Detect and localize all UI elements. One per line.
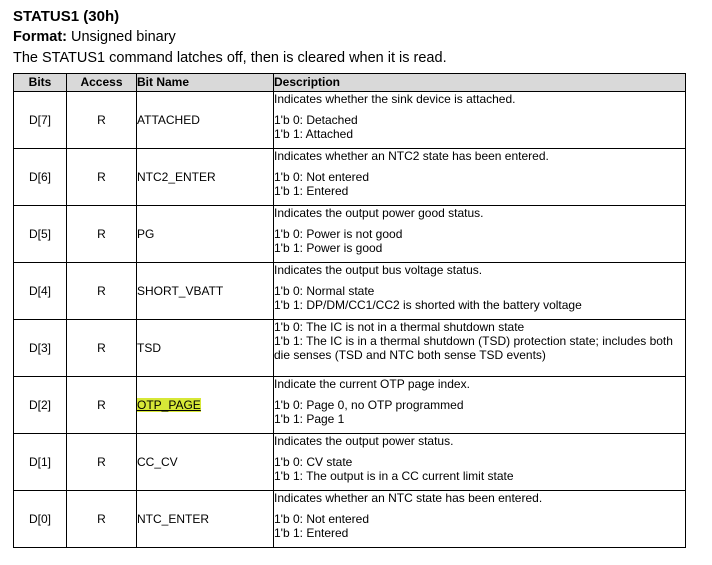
description-value-1: 1'b 1: The IC is in a thermal shutdown (TSD) protection state; includes both die senses (TSD and NTC both sense TSD events) <box>274 334 673 362</box>
description-summary: Indicates whether the sink device is attached. <box>274 92 516 106</box>
highlighted-bit-name: OTP_PAGE <box>137 398 201 412</box>
bits-cell: D[0] <box>14 491 67 548</box>
description-summary: Indicates whether an NTC state has been entered. <box>274 491 543 505</box>
table-row <box>14 92 686 149</box>
description-value-1: 1'b 1: Power is good <box>274 241 383 255</box>
bit-name-cell: TSD <box>137 320 274 377</box>
description-value-1: 1'b 1: Page 1 <box>274 412 345 426</box>
description-summary: Indicates the output bus voltage status. <box>274 263 483 277</box>
bits-cell: D[5] <box>14 206 67 263</box>
register-title: STATUS1 (30h) <box>13 8 120 25</box>
description-value-0: 1'b 0: Not entered <box>274 512 370 526</box>
column-header-description: Description <box>274 74 686 92</box>
description-cell <box>274 434 686 491</box>
format-value: Unsigned binary <box>71 29 176 45</box>
register-table <box>13 73 686 548</box>
description-cell <box>274 92 686 149</box>
bit-name-cell: NTC2_ENTER <box>137 149 274 206</box>
bits-cell: D[7] <box>14 92 67 149</box>
description-value-0: 1'b 0: Page 0, no OTP programmed <box>274 398 464 412</box>
bits-cell: D[4] <box>14 263 67 320</box>
description-cell <box>274 263 686 320</box>
format-line <box>13 27 685 48</box>
table-row <box>14 320 686 377</box>
column-header-access: Access <box>67 74 137 92</box>
bits-cell: D[3] <box>14 320 67 377</box>
table-header-row <box>14 74 686 92</box>
description-value-1: 1'b 1: Entered <box>274 184 349 198</box>
access-cell: R <box>67 263 137 320</box>
description-cell <box>274 491 686 548</box>
description-summary: Indicates the output power good status. <box>274 206 484 220</box>
access-cell: R <box>67 149 137 206</box>
description-summary: Indicates whether an NTC2 state has been entered. <box>274 149 549 163</box>
access-cell: R <box>67 491 137 548</box>
table-row <box>14 149 686 206</box>
table-row <box>14 263 686 320</box>
description-value-1: 1'b 1: Entered <box>274 526 349 540</box>
column-header-bit-name: Bit Name <box>137 74 274 92</box>
description-cell <box>274 206 686 263</box>
bit-name-cell: NTC_ENTER <box>137 491 274 548</box>
bit-name-cell <box>137 377 274 434</box>
description-cell <box>274 320 686 377</box>
format-label: Format: <box>13 29 67 45</box>
access-cell: R <box>67 377 137 434</box>
description-value-0: 1'b 0: Normal state <box>274 284 375 298</box>
description-value-0: 1'b 0: Power is not good <box>274 227 403 241</box>
bit-name-cell: SHORT_VBATT <box>137 263 274 320</box>
access-cell: R <box>67 320 137 377</box>
bits-cell: D[6] <box>14 149 67 206</box>
register-note: The STATUS1 command latches off, then is cleared when it is read. <box>13 50 447 66</box>
table-row <box>14 434 686 491</box>
table-row <box>14 491 686 548</box>
table-row <box>14 377 686 434</box>
description-value-1: 1'b 1: Attached <box>274 127 354 141</box>
bits-cell: D[1] <box>14 434 67 491</box>
bit-name-cell: ATTACHED <box>137 92 274 149</box>
column-header-bits: Bits <box>14 74 67 92</box>
description-value-0: 1'b 0: The IC is not in a thermal shutdown state <box>274 320 525 334</box>
description-summary: Indicates the output power status. <box>274 434 454 448</box>
access-cell: R <box>67 434 137 491</box>
access-cell: R <box>67 92 137 149</box>
table-row <box>14 206 686 263</box>
description-value-1: 1'b 1: DP/DM/CC1/CC2 is shorted with the battery voltage <box>274 298 582 312</box>
description-cell <box>274 149 686 206</box>
bit-name-cell: PG <box>137 206 274 263</box>
description-summary: Indicate the current OTP page index. <box>274 377 470 391</box>
bits-cell: D[2] <box>14 377 67 434</box>
description-value-0: 1'b 0: Not entered <box>274 170 370 184</box>
document <box>13 6 685 540</box>
description-value-0: 1'b 0: CV state <box>274 455 353 469</box>
description-value-1: 1'b 1: The output is in a CC current limit state <box>274 469 514 483</box>
description-value-0: 1'b 0: Detached <box>274 113 358 127</box>
description-cell <box>274 377 686 434</box>
bit-name-cell: CC_CV <box>137 434 274 491</box>
access-cell: R <box>67 206 137 263</box>
